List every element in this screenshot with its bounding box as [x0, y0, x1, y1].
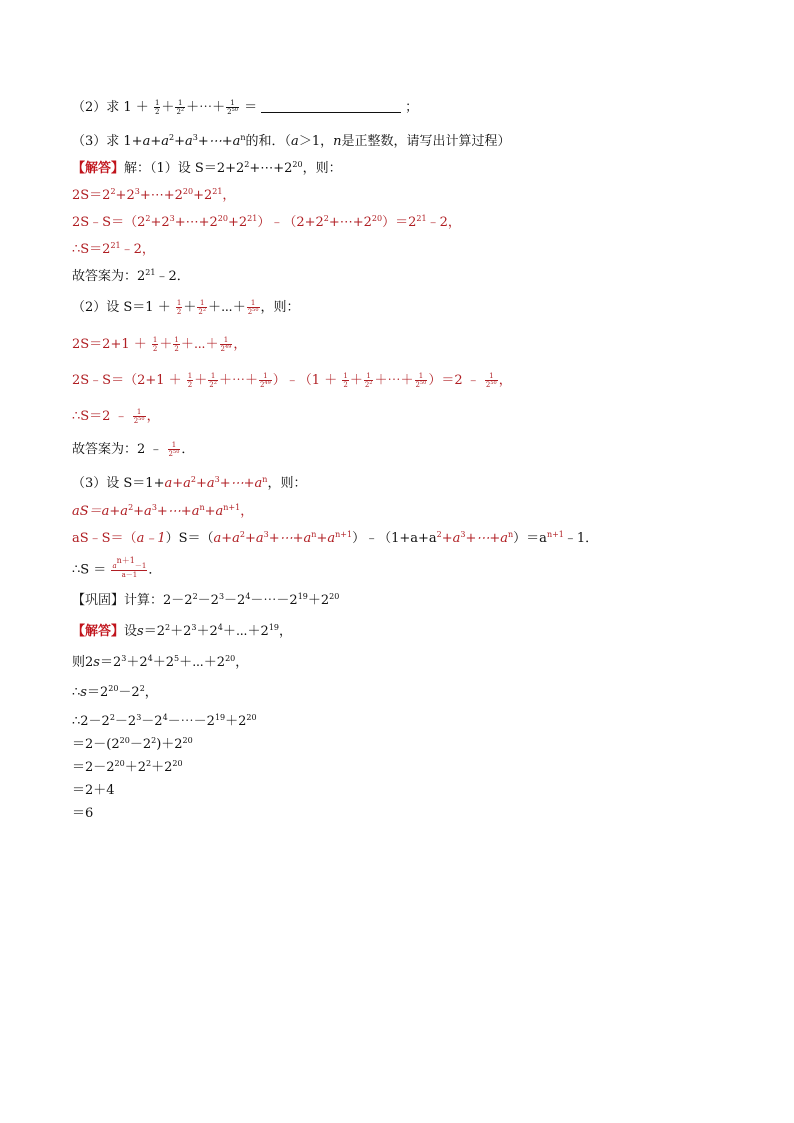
answer-tag: 【解答】	[72, 161, 125, 176]
fraction: $\frac{1}{2^{50}}$	[227, 99, 238, 116]
consolidation-s: $\therefore s=2^{20}-2^2$，	[72, 684, 158, 700]
q2-prefix: （2）求 1 ＋	[72, 100, 149, 115]
question-2: （2）求 1 ＋ $\frac{1}{2}$ ＋ $\frac{1}{2^2}$ ＋⋯＋ $\frac{1}{2^{50}}$ ＝ ；	[72, 99, 419, 116]
answer-2-S: ∴S＝2 ﹣ $\frac{1}{2^{50}}$ ，	[72, 408, 160, 425]
consolidation-step-4: ＝2＋4	[72, 783, 115, 798]
consolidation-step-3: $=2-2^{20}+2^2+2^{20}$	[72, 759, 183, 775]
answer-2-final: 故答案为：2 ﹣ $\frac{1}{2^{50}}$ ．	[72, 441, 195, 458]
consolidation-answer: 【解答】设$s=2^2+2^3+2^4+\cdots+2^{19}$，	[72, 623, 293, 639]
answer-2-2S: 2S＝2+1 ＋ $\frac{1}{2}$ ＋ $\frac{1}{2}$ ＋⋯＋ $\frac{1}{2^{49}}$ ，	[72, 336, 247, 353]
answer-3-setup: （3）设 $S=1+a+a^2+a^3+\cdots+a^n$，则：	[72, 475, 307, 491]
answer-1-2S: $2S=2^2+2^3+\cdots+2^{20}+2^{21}$，	[72, 187, 236, 203]
answer-2-setup: （2）设 S＝1 ＋ $\frac{1}{2}$ ＋ $\frac{1}{2^2}$ ＋⋯＋ $\frac{1}{2^{50}}$ ，则：	[72, 299, 300, 316]
answer-1-S: $\therefore S=2^{21}﹣2$，	[72, 241, 155, 257]
answer-3-aS: $aS=a+a^2+a^3+\cdots+a^n+a^{n+1}$，	[72, 503, 254, 519]
answer-3-aS-minus-S: $aS﹣S=(a﹣1)S=(a+a^2+a^3+\cdots+a^n+a^{n+1})﹣(1+a+a^2+a^3+\cdots+a^n)=a^{n+1}﹣1$．	[72, 530, 599, 546]
consolidation-step-5: ＝6	[72, 806, 94, 821]
fraction: $\frac{1}{2^2}$	[176, 99, 185, 116]
fraction: $\frac{a^{n+1}-1}{a-1}$	[112, 556, 147, 579]
answer-3-S: ∴S ＝ $\frac{a^{n+1}-1}{a-1}$ ．	[72, 556, 162, 579]
answer-1-final: 故答案为：$2^{21}﹣2$．	[72, 268, 190, 284]
fraction: $\frac{1}{2}$	[154, 99, 160, 116]
consolidation-step-2: $=2-(2^{20}-2^2)+2^{20}$	[72, 736, 193, 752]
question-3: （3）求 $1+a+a^2+a^3+\cdots+a^n$的和．（a＞1，n是正整数，请写出计算过程）	[72, 133, 511, 149]
answer-1-2S-minus-S: $2S﹣S=(2^2+2^3+\cdots+2^{20}+2^{21})﹣(2+2^2+\cdots+2^{20})=2^{21}﹣2$，	[72, 214, 461, 230]
answer-2-2S-minus-S: 2S﹣S＝（2+1 ＋ $\frac{1}{2}$ ＋ $\frac{1}{2^2}$ ＋⋯＋ $\frac{1}{2^{49}}$ ）﹣（1 ＋ $\frac{1}{2}$ ＋ $\frac{1}{2^2}$ ＋⋯＋ $\frac{1}{2^{50}}$ ）＝2 ﹣ $\frac{1}{2^{50}}$ ，	[72, 372, 512, 389]
consolidation-question: 【巩固】计算：$2-2^2-2^3-2^4-\cdots-2^{19}+2^{20}$	[72, 592, 340, 608]
consolidation-step-1: $\therefore 2-2^2-2^3-2^4-\cdots-2^{19}+2^{20}$	[72, 713, 257, 729]
answer-1-setup: 【解答】解：（1）设 $S=2+2^2+\cdots+2^{20}$，则：	[72, 160, 342, 176]
answer-blank	[261, 100, 401, 113]
consolidation-2s: 则$2s=2^3+2^4+2^5+\cdots+2^{20}$，	[72, 654, 249, 670]
